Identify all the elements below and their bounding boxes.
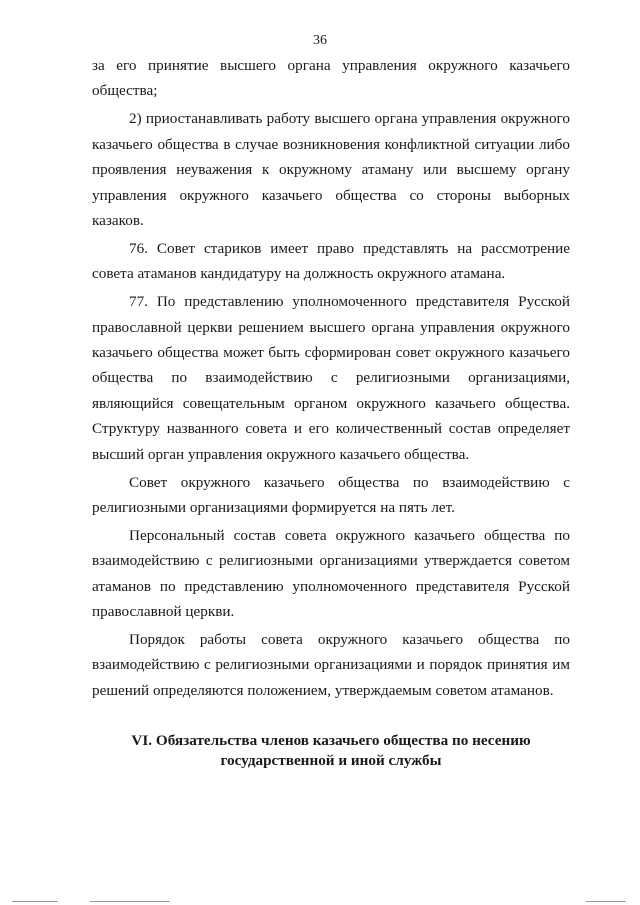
section-heading [92,731,570,771]
paragraph-3: 76. Совет стариков имеет право представлять на рассмотрение совета атаманов кандидатуру на должность окружного атамана. [92,239,570,283]
scan-edge-line [90,901,170,902]
scan-edge-line [586,901,626,902]
page-number: 36 [313,33,327,48]
paragraph-2: 2) приостанавливать работу высшего органа управления окружного казачьего общества в случае возникновения конфликтной ситуации либо проявления неуважения к окружному атаману или высшему органу управления окружного казачьего общества со стороны выборных казаков. [92,110,570,229]
paragraph-7: Порядок работы совета окружного казачьего общества по взаимодействию с религиозными организациями и порядок принятия им решений определяются положением, утверждаемым советом атаманов. [92,630,570,699]
paragraph-6: Персональный состав совета окружного казачьего общества по взаимодействию с религиозными организациями утверждается советом атаманов по представлению уполномоченного представителя Русской православной церкви. [92,526,570,621]
scan-edge-line [12,901,58,902]
paragraph-5: Совет окружного казачьего общества по взаимодействию с религиозными организациями формируется на пять лет. [92,473,570,516]
section-heading-line-1: VI. Обязательства членов казачьего общества по несению [131,732,531,750]
paragraph-1: за его принятие высшего органа управления окружного казачьего общества; [92,57,570,100]
section-heading-line-2: государственной и иной службы [220,752,442,770]
paragraph-4: 77. По представлению уполномоченного представителя Русской православной церкви решением высшего органа управления окружного казачьего общества может быть сформирован совет окружного казачьего общества по взаимодействию с религиозными организациями, являющийся совещательным органом окружного казачьего общества. Структуру названного совета и его количественный состав определяет высший орган управления окружного казачьего общества. [92,293,570,463]
document-body [92,53,570,771]
